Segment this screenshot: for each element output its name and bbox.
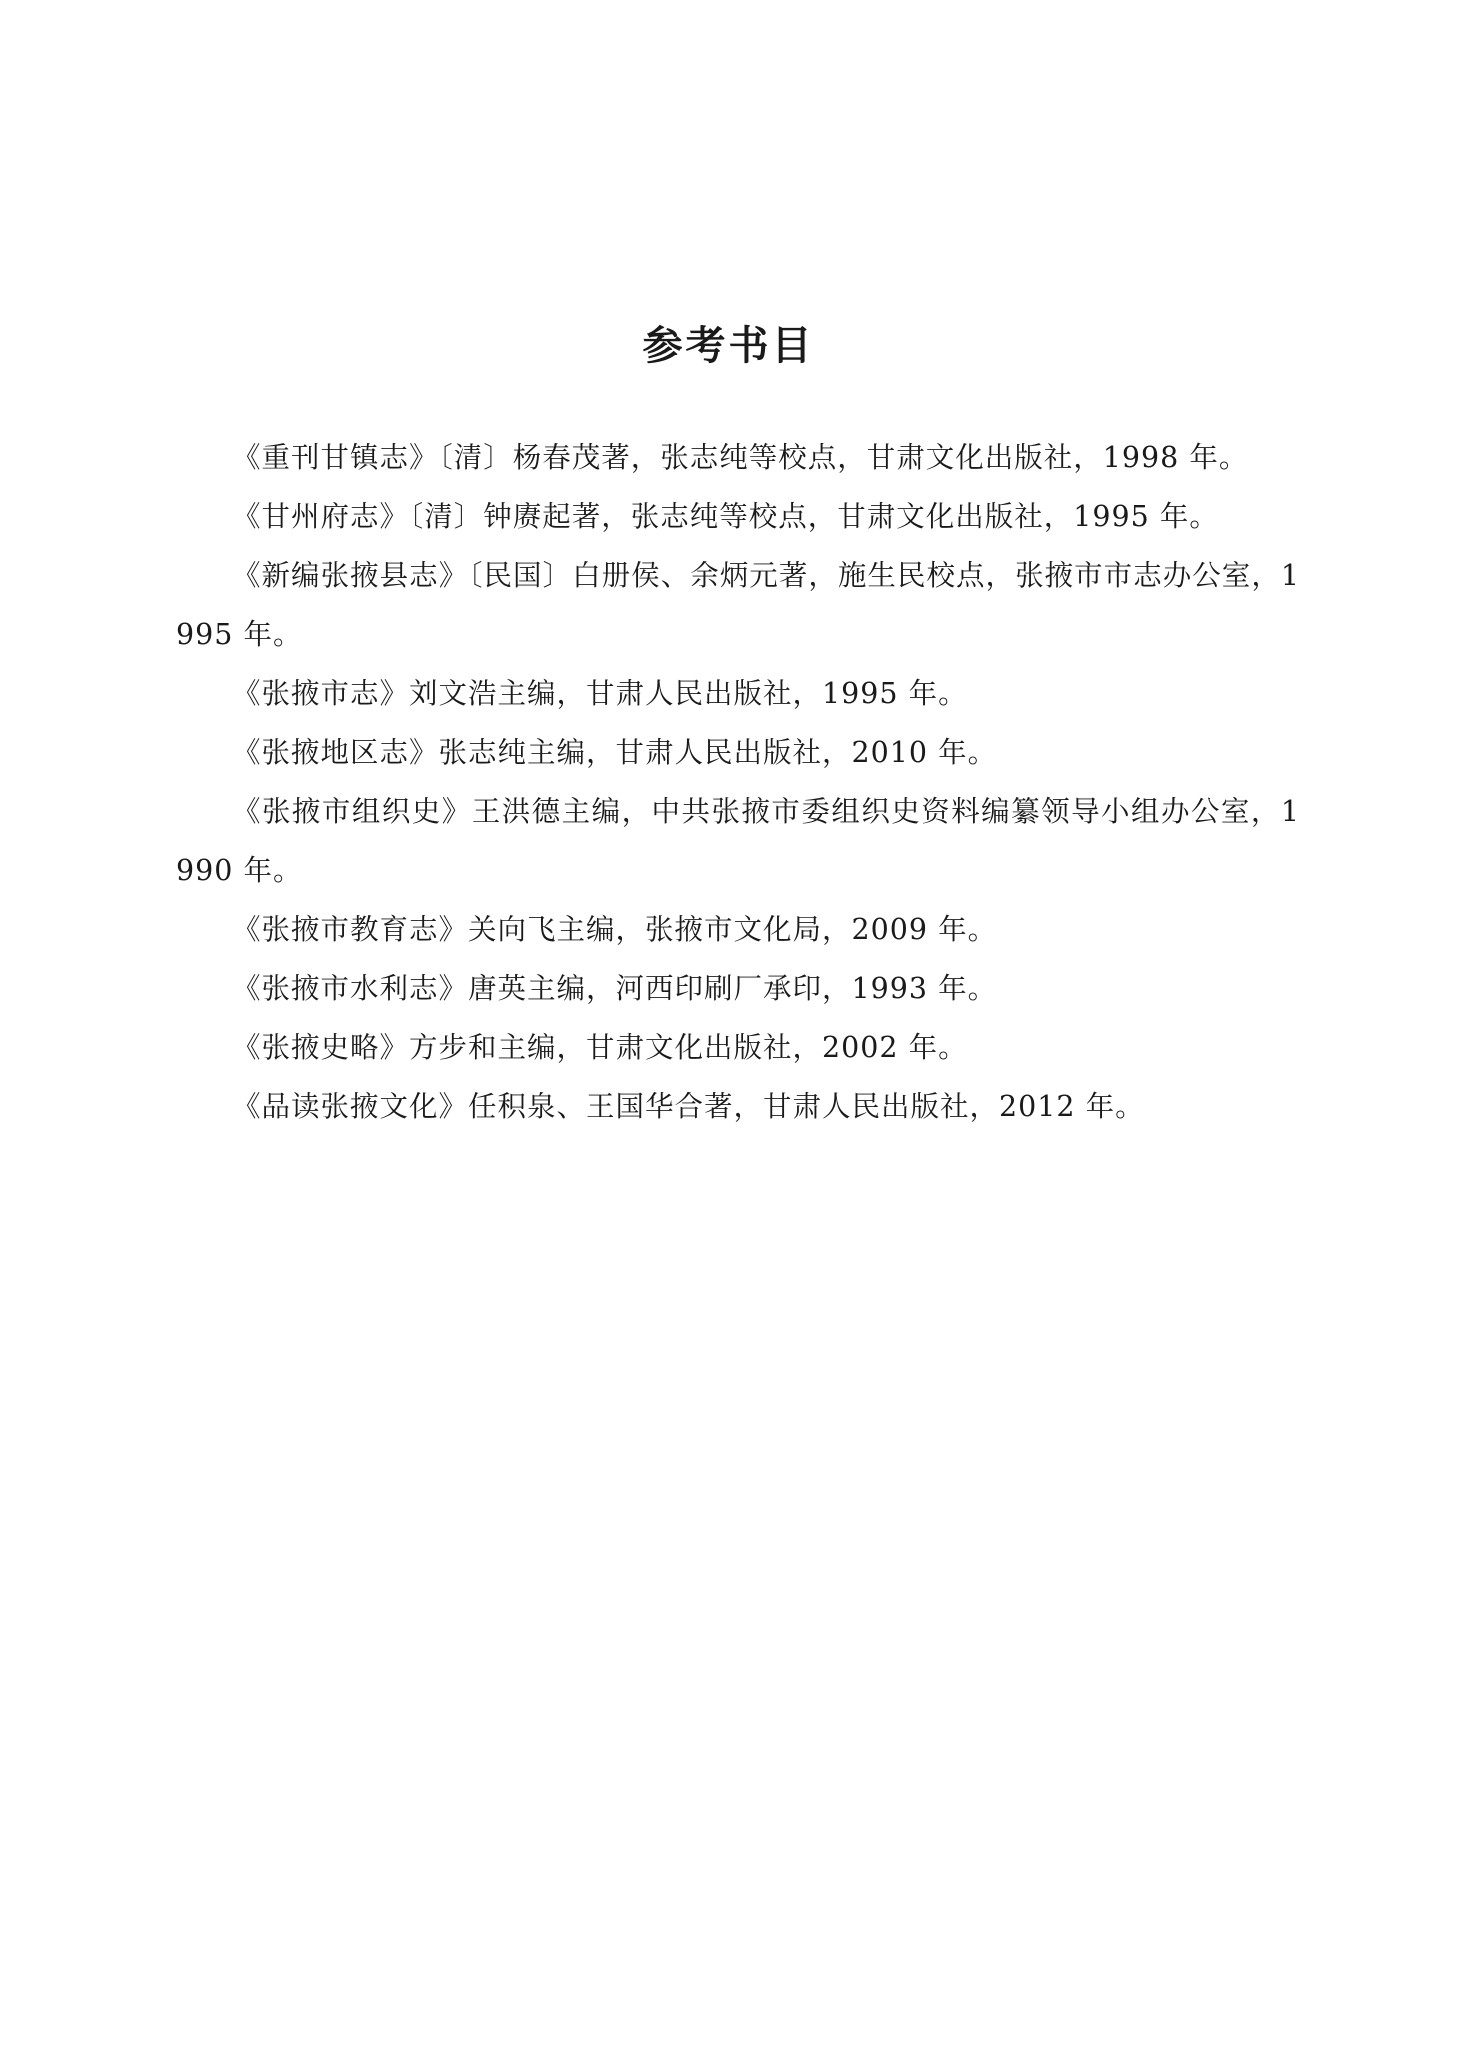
- reference-item: 《甘州府志》〔清〕钟赓起著，张志纯等校点，甘肃文化出版社，1995 年。: [232, 500, 1219, 533]
- reference-item: 《张掖市教育志》关向飞主编，张掖市文化局，2009 年。: [232, 913, 998, 946]
- reference-item: 《张掖市水利志》唐英主编，河西印刷厂承印，1993 年。: [232, 972, 998, 1005]
- reference-item: 《张掖市组织史》王洪德主编，中共张掖市委组织史资料编纂领导小组办公室，1990 年。: [176, 795, 1300, 887]
- reference-item: 《张掖地区志》张志纯主编，甘肃人民出版社，2010 年。: [232, 736, 998, 769]
- reference-item: 《重刊甘镇志》〔清〕杨春茂著，张志纯等校点，甘肃文化出版社，1998 年。: [232, 441, 1249, 474]
- reference-item: 《新编张掖县志》〔民国〕白册侯、余炳元著，施生民校点，张掖市市志办公室，1995 年。: [176, 559, 1300, 651]
- reference-item: 《张掖市志》刘文浩主编，甘肃人民出版社，1995 年。: [232, 677, 968, 710]
- reference-item: 《品读张掖文化》任积泉、王国华合著，甘肃人民出版社，2012 年。: [232, 1090, 1145, 1123]
- reference-item: 《张掖史略》方步和主编，甘肃文化出版社，2002 年。: [232, 1031, 968, 1064]
- reference-list: [176, 428, 1300, 1136]
- page-title: 参考书目: [642, 323, 815, 369]
